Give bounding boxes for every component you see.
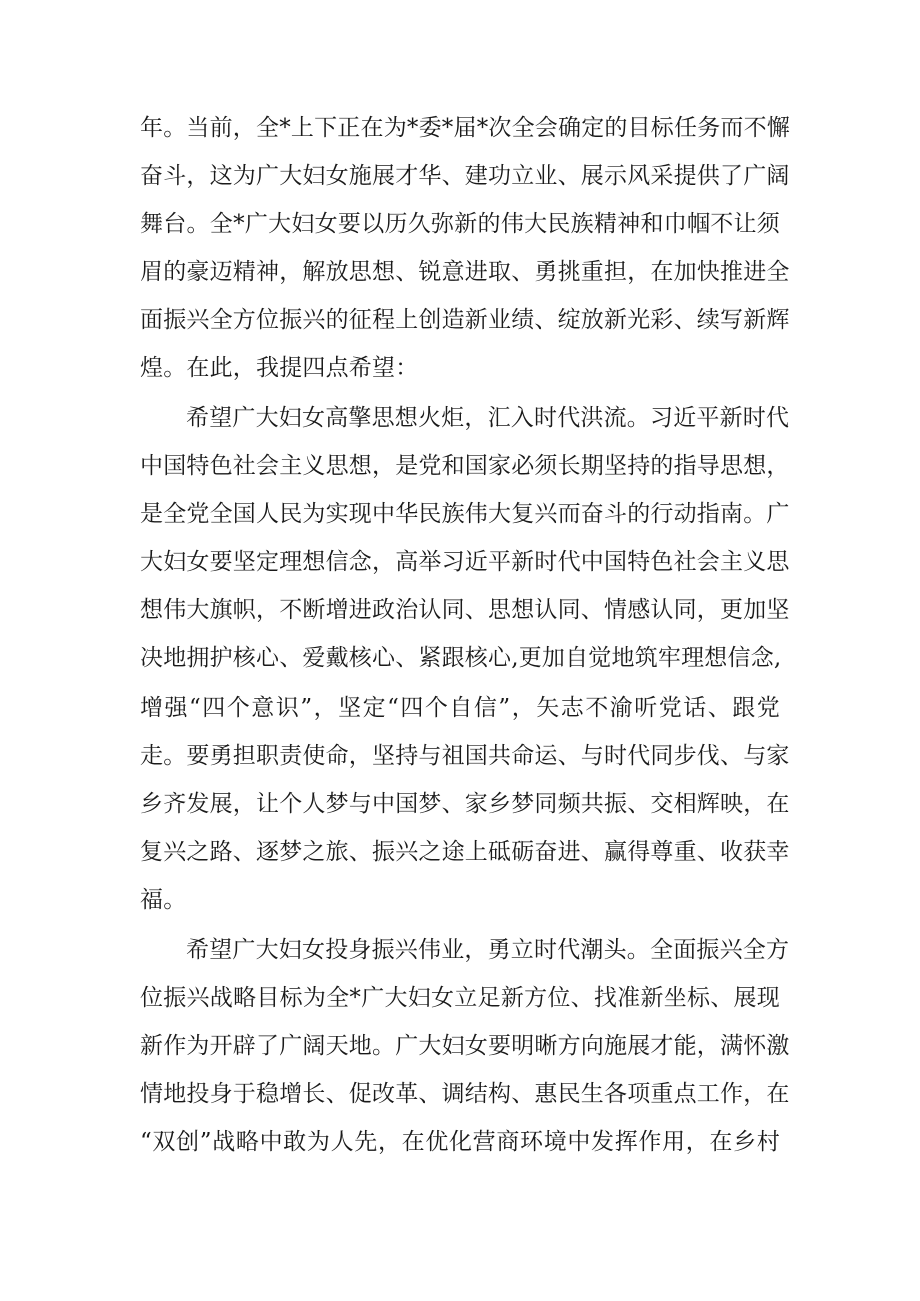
text-line: 中国特色社会主义思想，是党和国家必须长期坚持的指导思想， <box>140 453 790 479</box>
text-line: 希望广大妇女投身振兴伟业，勇立时代潮头。全面振兴全方 <box>186 937 790 963</box>
text-line: 增强“四个意识”，坚定“四个自信”，矢志不渝听党话、跟党 <box>140 695 780 721</box>
text-line: 新作为开辟了广阔天地。广大妇女要明晰方向施展才能，满怀激 <box>140 1033 790 1059</box>
text-line: 面振兴全方位振兴的征程上创造新业绩、绽放新光彩、续写新辉 <box>140 307 790 333</box>
text-line: “双创”战略中敢为人先，在优化营商环境中发挥作用，在乡村 <box>140 1129 780 1155</box>
text-line: 奋斗，这为广大妇女施展才华、建功立业、展示风采提供了广阔 <box>140 163 790 189</box>
text-line: 情地投身于稳增长、促改革、调结构、惠民生各项重点工作，在 <box>140 1081 790 1107</box>
text-line: 是全党全国人民为实现中华民族伟大复兴而奋斗的行动指南。广 <box>140 501 790 527</box>
text-line: 想伟大旗帜，不断增进政治认同、思想认同、情感认同，更加坚 <box>140 597 790 623</box>
text-line: 眉的豪迈精神，解放思想、锐意进取、勇挑重担，在加快推进全 <box>140 259 790 285</box>
text-line: 煌。在此，我提四点希望： <box>140 355 419 381</box>
text-line: 决地拥护核心、爱戴核心、紧跟核心,更加自觉地筑牢理想信念, <box>140 645 782 671</box>
text-line: 福。 <box>140 887 187 913</box>
text-line: 乡齐发展，让个人梦与中国梦、家乡梦同频共振、交相辉映，在 <box>140 791 790 817</box>
text-line: 舞台。全*广大妇女要以历久弥新的伟大民族精神和巾帼不让须 <box>140 211 780 237</box>
text-line: 希望广大妇女高擎思想火炬，汇入时代洪流。习近平新时代 <box>186 405 790 431</box>
text-line: 复兴之路、逐梦之旅、振兴之途上砥砺奋进、赢得尊重、收获幸 <box>140 839 790 865</box>
text-line: 大妇女要坚定理想信念，高举习近平新时代中国特色社会主义思 <box>140 549 790 575</box>
text-line: 位振兴战略目标为全*广大妇女立足新方位、找准新坐标、展现 <box>140 985 780 1011</box>
text-line: 走。要勇担职责使命，坚持与祖国共命运、与时代同步伐、与家 <box>140 743 790 769</box>
text-line: 年。当前，全*上下正在为*委*届*次全会确定的目标任务而不懈 <box>140 115 790 141</box>
